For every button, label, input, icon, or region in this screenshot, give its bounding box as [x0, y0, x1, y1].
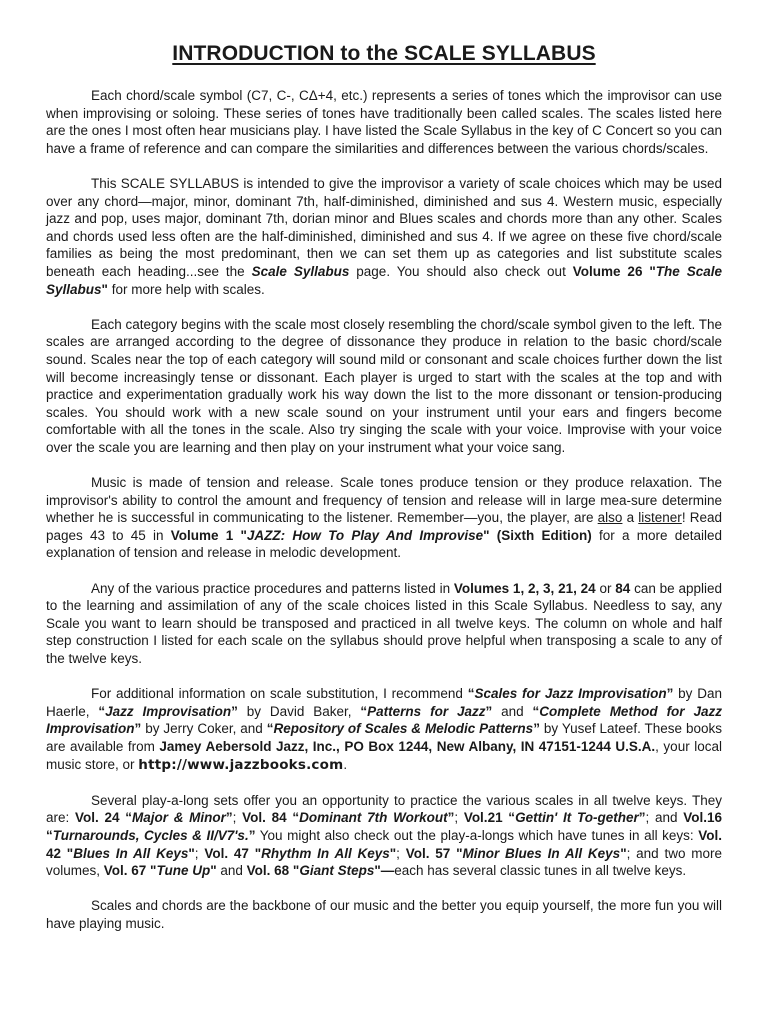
scale-syllabus-reference: Scale Syllabus	[251, 263, 350, 279]
publisher-address: Jamey Aebersold Jazz, Inc., PO Box 1244, New Albany, IN 47151-1244 U.S.A.	[159, 738, 656, 754]
page-title: INTRODUCTION to the SCALE SYLLABUS	[172, 42, 596, 65]
paragraph-practice-procedures: Any of the various practice procedures and patterns listed in Volumes 1, 2, 3, 21, 24 or 84 can be applied to the learning and assimilation of any of the scale choices listed in this Scale Syllabus. Needless to say, any Scale you want to learn should be transposed and practiced in all twelve keys. The column on whole and half step construction I listed for each scale on the syllabus should prove helpful when transposing a scale to any of the twelve keys.	[46, 580, 722, 666]
paragraph-chord-scale-symbols: Each chord/scale symbol (C7, C-, CΔ+4, etc.) represents a series of tones which the improvisor can use when improvising or soloing. These series of tones have traditionally been called scales. The scales listed here are the ones I most often hear musicians play. I have listed the Scale Syllabus in the key of C Concert so you can have a frame of reference and can compare the similarities and differences between the various chords/scales.	[46, 88, 722, 156]
paragraph-closing: Scales and chords are the backbone of our music and the better you equip yourself, the more fun you will have playing music.	[46, 898, 722, 931]
paragraph-tension-release: Music is made of tension and release. Scale tones produce tension or they produce relaxation. The improvisor's ability to control the amount and frequency of tension and release will in large mea-sure determine whether he is successful in communicating to the listener. Remember—you, the player, are also a listener! Read pages 43 to 45 in Volume 1 "JAZZ: How To Play And Improvise" (Sixth Edition) for a more detailed explanation of tension and release in melodic development.	[46, 475, 723, 561]
volume-26-reference: Volume 26 "The Scale Syllabus"	[46, 263, 722, 297]
paragraph-scale-syllabus-intent: This SCALE SYLLABUS is intended to give the improvisor a variety of scale choices which may be used over any chord—major, minor, dominant 7th, half-diminished, diminished and sus 4. Western music, especially jazz and pop, uses major, dominant 7th, dorian minor and Blues scales and chords more than any other. Scales and chords used less often are the half-diminished, diminished and sus 4. If we agree on these five chord/scale families as being the most predominant, then we can set them up as categories and list substitute scales beneath each heading...see the Scale Syllabus page. You should also check out Volume 26 "The Scale Syllabus" for more help with scales.	[46, 175, 722, 297]
paragraph-play-a-long-sets: Several play-a-long sets offer you an opportunity to practice the various scales in all twelve keys. They are: Vol. 24 “Major & Minor”; Vol. 84 “Dominant 7th Workout”; Vol.21 “Gettin' It To-gether”; and Vol.16 “Turnarounds, Cycles & II/V7's.” You might also check out the play-a-longs which have tunes in all keys: Vol. 42 "Blues In All Keys"; Vol. 47 "Rhythm In All Keys"; Vol. 57 "Minor Blues In All Keys"; and two more volumes, Vol. 67 "Tune Up" and Vol. 68 "Giant Steps"—each has several classic tunes in all twelve keys.	[46, 792, 723, 879]
paragraph-categories: Each category begins with the scale most closely resembling the chord/scale symbol given to the left. The scales are arranged according to the degree of dissonance they produce in relation to the basic chord/scale sound. Scales near the top of each category will sound mild or consonant and scale choices further down the list will become increasingly tense or dissonant. Each player is urged to start with the scales at the top and with practice and experimentation gradually work his way down the list to the more dissonant or tension-producing scales. You should work with a new scale sound on your instrument until your ears and fingers become comfortable with all the tones in the scale. Also try singing the scale with your voice. Improvise with your voice over the scale you are learning and then play on your instrument what your voice sang.	[46, 316, 722, 455]
jazzbooks-url: http://www.jazzbooks.com	[138, 756, 344, 773]
paragraph-recommended-books: For additional information on scale substitution, I recommend “Scales for Jazz Improvisation” by Dan Haerle, “Jazz Improvisation” by David Baker, “Patterns for Jazz” and “Complete Method for Jazz Improvisation” by Jerry Coker, and “Repository of Scales & Melodic Patterns” by Yusef Lateef. These books are available from Jamey Aebersold Jazz, Inc., PO Box 1244, New Albany, IN 47151-1244 U.S.A., your local music store, or http://www.jazzbooks.com.	[46, 686, 722, 773]
volume-1-reference: Volume 1 "JAZZ: How To Play And Improvise" (Sixth Edition)	[170, 527, 592, 543]
